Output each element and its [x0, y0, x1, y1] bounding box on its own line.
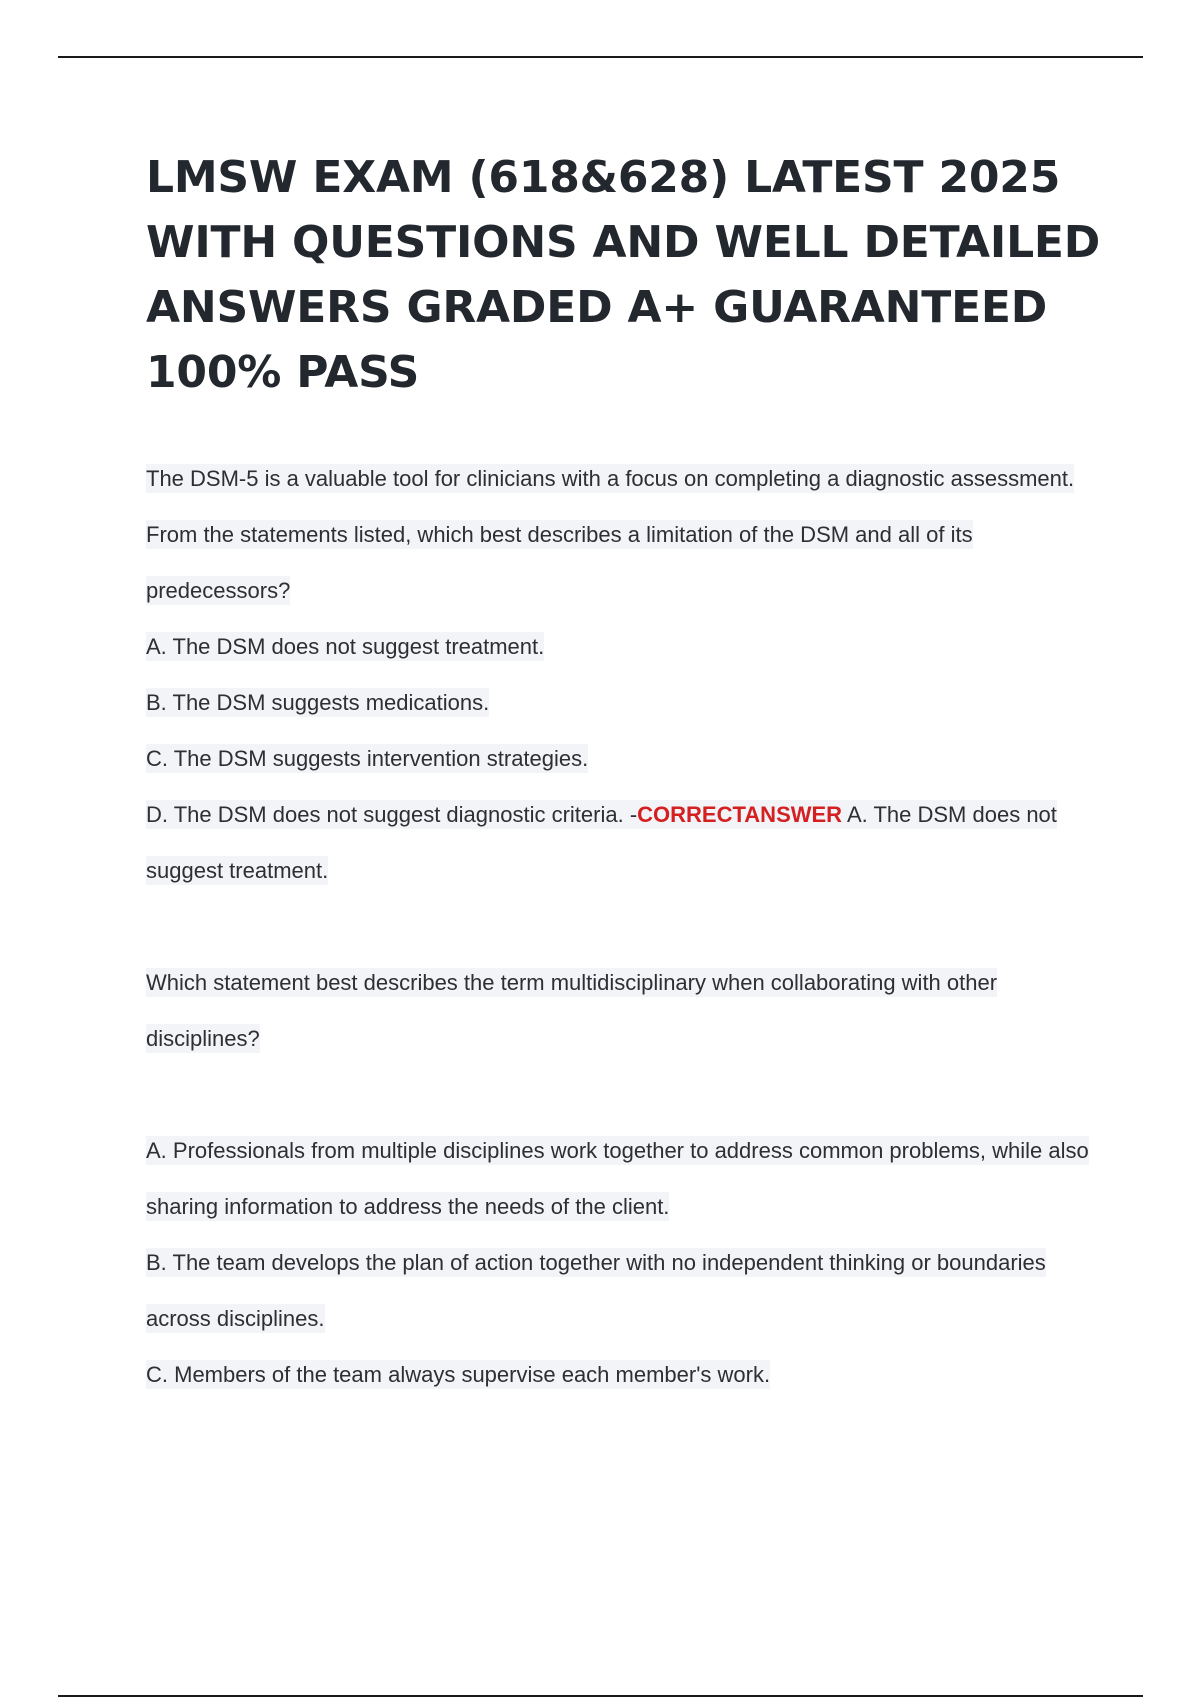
option-c: C. The DSM suggests intervention strategies.: [146, 746, 589, 771]
document-title: LMSW EXAM (618&628) LATEST 2025 WITH QUESTIONS AND WELL DETAILED ANSWERS GRADED A+ GUARANTEED 100% PASS: [146, 152, 1101, 398]
correct-answer-label: CORRECTANSWER: [637, 802, 843, 827]
answer-text: A. The DSM does not suggest treatment.: [146, 802, 1057, 883]
option-c: C. Members of the team always supervise each member's work.: [146, 1362, 771, 1387]
top-rule: [58, 56, 1143, 58]
question-stem: Which statement best describes the term multidisciplinary when collaborating with other disciplines?: [146, 970, 998, 1051]
question-stem: The DSM-5 is a valuable tool for clinicians with a focus on completing a diagnostic assessment. From the statements listed, which best describes a limitation of the DSM and all of its predecessors?: [146, 466, 1075, 603]
option-a: A. Professionals from multiple disciplines work together to address common problems, while also sharing information to address the needs of the client.: [146, 1138, 1089, 1219]
document-body: [146, 145, 1106, 1403]
option-a: A. The DSM does not suggest treatment.: [146, 634, 545, 659]
option-b: B. The DSM suggests medications.: [146, 690, 490, 715]
question-1: [146, 451, 1106, 899]
question-2: [146, 955, 1106, 1403]
option-b: B. The team develops the plan of action together with no independent thinking or boundaries across disciplines.: [146, 1250, 1046, 1331]
options-list: [146, 1123, 1106, 1403]
bottom-rule: [58, 1695, 1143, 1697]
option-d: D. The DSM does not suggest diagnostic criteria. -CORRECTANSWER A. The DSM does not suggest treatment.: [146, 802, 1057, 883]
